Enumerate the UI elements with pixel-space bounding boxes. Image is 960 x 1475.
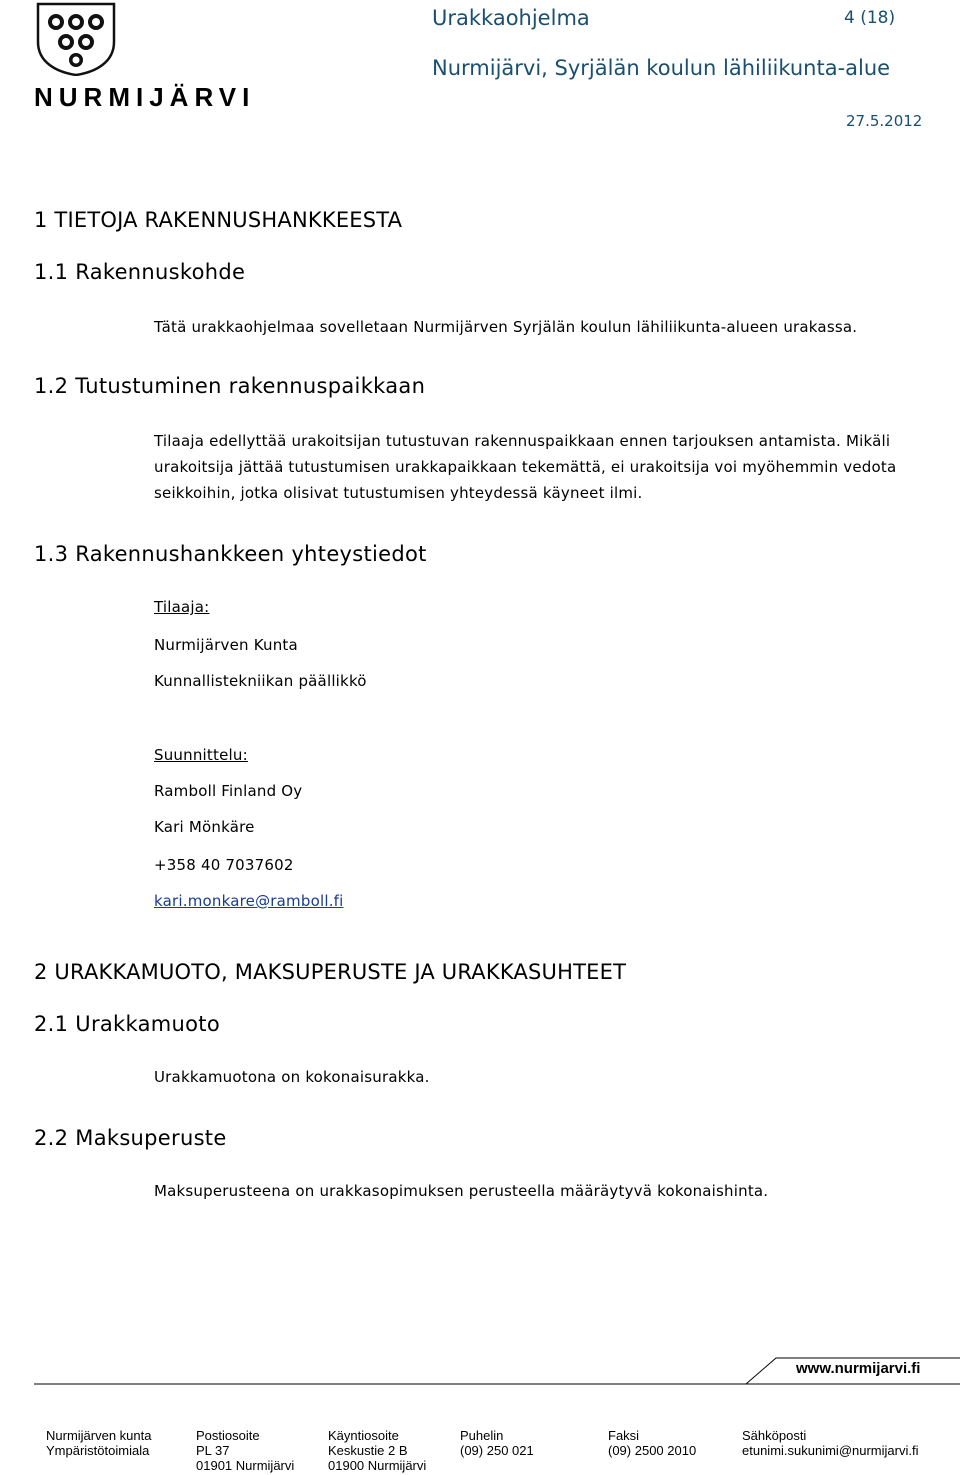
suunnittelu-person: Kari Mönkäre: [154, 818, 255, 836]
tilaaja-name: Nurmijärven Kunta: [154, 636, 298, 654]
logo-wordmark: NURMIJÄRVI: [34, 82, 256, 112]
footer-text: 01900 Nurmijärvi: [328, 1458, 427, 1473]
project-name: Nurmijärvi, Syrjälän koulun lähiliikunta-alue: [432, 56, 891, 80]
section-1-1-text: Tätä urakkaohjelmaa sovelletaan Nurmijärven Syrjälän koulun lähiliikunta-alueen urakassa.: [154, 318, 858, 336]
document-title: Urakkaohjelma: [432, 6, 590, 30]
footer-text: Keskustie 2 B: [328, 1443, 408, 1458]
suunnittelu-phone: +358 40 7037602: [154, 856, 294, 874]
footer-email: etunimi.sukunimi@nurmijarvi.fi: [742, 1443, 919, 1458]
footer-text: Puhelin: [460, 1428, 504, 1443]
footer-text: PL 37: [196, 1443, 230, 1458]
footer-column-phone: [460, 1428, 534, 1458]
footer-text: 01901 Nurmijärvi: [196, 1458, 295, 1473]
section-2-1-heading: 2.1 Urakkamuoto: [34, 1012, 220, 1036]
suunnittelu-email-link[interactable]: kari.monkare@ramboll.fi: [154, 892, 344, 910]
section-1-3-heading: 1.3 Rakennushankkeen yhteystiedot: [34, 542, 427, 566]
section-2-2-text: Maksuperusteena on urakkasopimuksen perusteella määräytyvä kokonaishinta.: [154, 1182, 769, 1200]
footer-column-postal: [196, 1428, 294, 1473]
tilaaja-role: Kunnallistekniikan päällikkö: [154, 672, 367, 690]
section-1-2-heading: 1.2 Tutustuminen rakennuspaikkaan: [34, 374, 426, 398]
suunnittelu-label: Suunnittelu:: [154, 746, 248, 764]
footer-text: Nurmijärven kunta: [46, 1428, 152, 1443]
section-1-2-line-3: seikkoihin, jotka olisivat tutustumisen yhteydessä käyneet ilmi.: [154, 484, 643, 502]
suunnittelu-company: Ramboll Finland Oy: [154, 782, 303, 800]
section-2-1-text: Urakkamuotona on kokonaisurakka.: [154, 1068, 430, 1086]
coat-of-arms-icon: [34, 2, 118, 76]
footer-text: Sähköposti: [742, 1428, 807, 1443]
footer-column-fax: [608, 1428, 696, 1458]
section-1-1-heading: 1.1 Rakennuskohde: [34, 260, 246, 284]
section-2-2-heading: 2.2 Maksuperuste: [34, 1126, 227, 1150]
footer-website-link[interactable]: www.nurmijarvi.fi: [796, 1360, 921, 1377]
footer-text: Faksi: [608, 1428, 640, 1443]
footer-text: Ympäristötoimiala: [46, 1443, 150, 1458]
section-2-heading: 2 URAKKAMUOTO, MAKSUPERUSTE JA URAKKASUHTEET: [34, 960, 627, 984]
footer-text: (09) 250 021: [460, 1443, 534, 1458]
footer-column-email: [742, 1428, 918, 1458]
page-number: 4 (18): [844, 8, 896, 28]
footer-text: Käyntiosoite: [328, 1428, 399, 1443]
footer-column-org: [46, 1428, 152, 1458]
footer-text: (09) 2500 2010: [608, 1443, 697, 1458]
footer-text: Postiosoite: [196, 1428, 260, 1443]
tilaaja-label: Tilaaja:: [154, 598, 210, 616]
section-1-heading: 1 TIETOJA RAKENNUSHANKKEESTA: [34, 208, 403, 232]
footer-column-visit: [328, 1428, 426, 1473]
section-1-2-line-2: urakoitsija jättää tutustumisen urakkapaikkaan tekemättä, ei urakoitsija voi myöhemmin vedota: [154, 458, 897, 476]
document-date: 27.5.2012: [846, 112, 923, 130]
section-1-2-line-1: Tilaaja edellyttää urakoitsijan tutustuvan rakennuspaikkaan ennen tarjouksen antamista. Mikäli: [154, 432, 891, 450]
